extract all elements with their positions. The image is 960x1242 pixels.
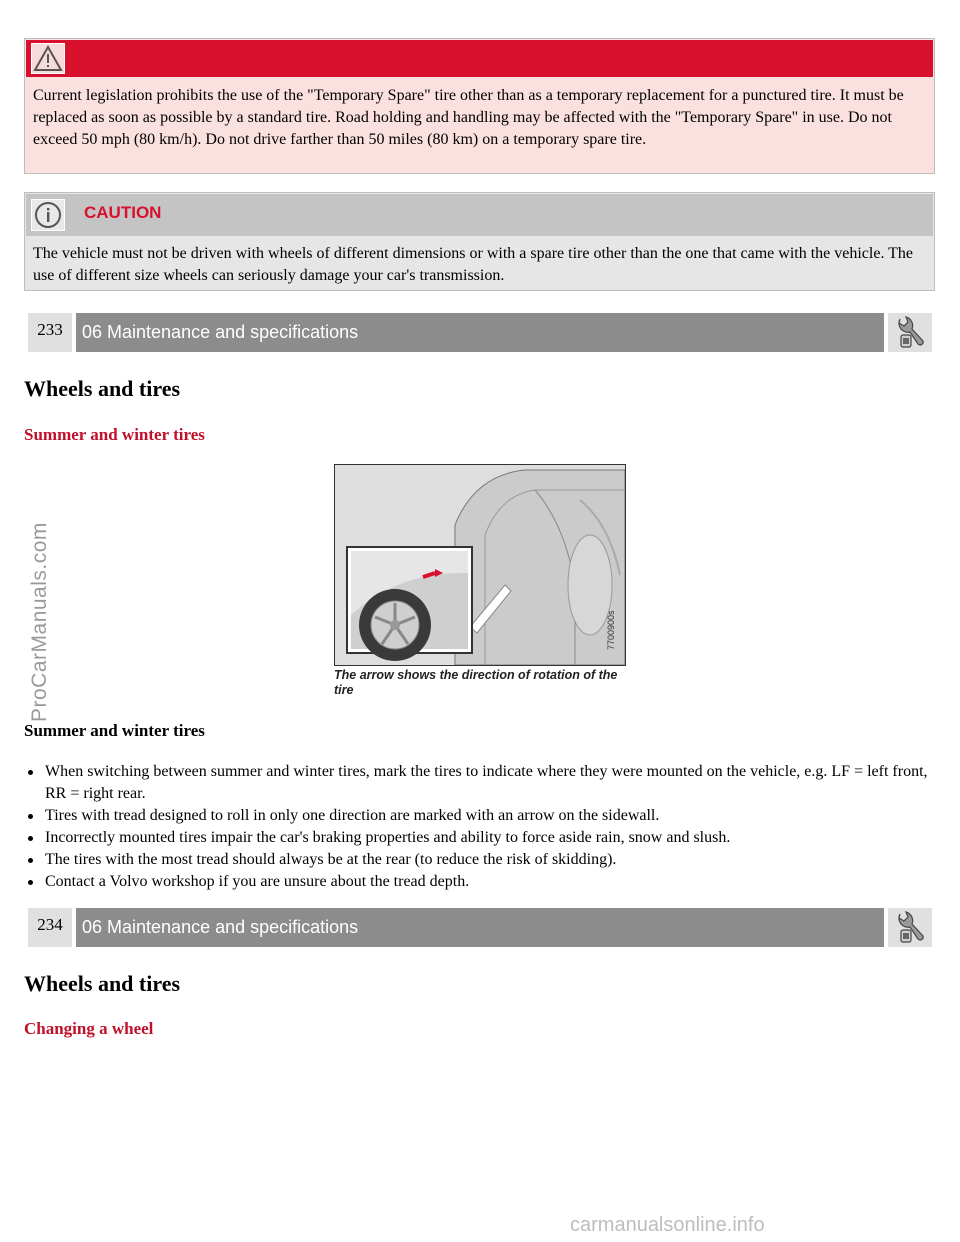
caution-header (26, 194, 933, 236)
subheading: Changing a wheel (24, 1019, 154, 1038)
section-title: 06 Maintenance and specifications (76, 908, 884, 947)
caution-box (24, 192, 935, 291)
bullet-list (24, 761, 934, 893)
caution-text: The vehicle must not be driven with wheels of different dimensions or with a spare tire other than the one that came with the vehicle. The use of different size wheels can seriously damage your car's transmission. (33, 245, 914, 284)
watermark-carmanualsonline: carmanualsonline.info (570, 1214, 765, 1236)
page-number: 234 (28, 908, 72, 947)
section-bar-234 (28, 908, 932, 947)
list-item: When switching between summer and winter tires, mark the tires to indicate where they were mounted on the vehicle, e.g. LF = left front, RR = right rear. (24, 761, 934, 805)
page-number: 233 (28, 313, 72, 352)
watermark-procarmanuals: ProCarManuals.com (28, 522, 51, 722)
warning-header (26, 40, 933, 77)
section-bar-233 (28, 313, 932, 352)
figure-code: 7700900s (606, 610, 616, 650)
content-heading: Summer and winter tires (24, 721, 205, 740)
subheading: Summer and winter tires (24, 425, 205, 444)
section-title: 06 Maintenance and specifications (76, 313, 884, 352)
info-icon (31, 199, 65, 231)
tire-rotation-illustration (334, 464, 626, 666)
caution-title: CAUTION (84, 203, 162, 222)
list-item: Contact a Volvo workshop if you are unsure about the tread depth. (24, 871, 934, 893)
list-item: The tires with the most tread should always be at the rear (to reduce the risk of skidding). (24, 849, 934, 871)
list-item: Incorrectly mounted tires impair the car's braking properties and ability to force aside rain, snow and slush. (24, 827, 934, 849)
page-heading: Wheels and tires (24, 971, 181, 996)
warning-triangle-icon (31, 43, 65, 74)
warning-text: Current legislation prohibits the use of the "Temporary Spare" tire other than as a temporary replacement for a punctured tire. It must be replaced as soon as possible by a standard tire. Road holding and handling may be affected with the "Temporary Spare" in use. Do not exceed 50 mph (80 km/h). Do not drive farther than 50 miles (80 km) on a temporary spare tire. (33, 87, 904, 148)
list-item: Tires with tread designed to roll in only one direction are marked with an arrow on the sidewall. (24, 805, 934, 827)
warning-box (24, 38, 935, 174)
wrench-icon (888, 313, 932, 352)
wrench-icon (888, 908, 932, 947)
figure-caption: The arrow shows the direction of rotation of the tire (334, 668, 618, 697)
page-heading: Wheels and tires (24, 376, 181, 401)
